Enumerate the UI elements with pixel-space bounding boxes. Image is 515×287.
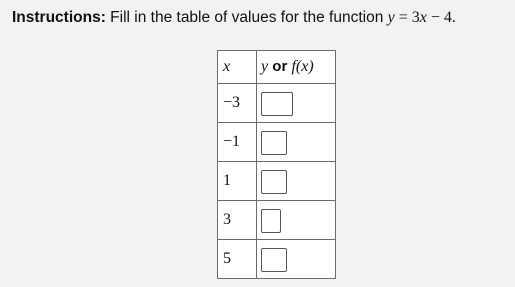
answer-input-row-5[interactable] — [261, 248, 287, 272]
function-equation — [388, 9, 456, 26]
table-header-row — [218, 51, 336, 84]
answer-input-row-3[interactable] — [261, 170, 287, 194]
answer-input-row-4[interactable] — [261, 209, 281, 233]
y-cell — [257, 123, 336, 162]
table-of-values — [217, 50, 336, 279]
equation-tail: − 4. — [426, 9, 456, 26]
instructions-body: Fill in the table of values for the function — [105, 9, 388, 26]
y-cell — [257, 162, 336, 201]
instructions-text — [12, 8, 456, 28]
x-value: 5 — [218, 240, 257, 279]
table-row — [218, 162, 336, 201]
header-or: or — [268, 58, 292, 75]
y-cell — [257, 84, 336, 123]
y-cell — [257, 240, 336, 279]
table-row — [218, 240, 336, 279]
x-value: 1 — [218, 162, 257, 201]
header-y-var: y — [261, 58, 269, 75]
header-x: x — [218, 51, 257, 84]
equation-rhs: = 3 — [394, 9, 420, 26]
instructions-label: Instructions: — [12, 9, 106, 26]
x-value: 3 — [218, 201, 257, 240]
table-row — [218, 201, 336, 240]
answer-input-row-2[interactable] — [261, 131, 287, 155]
x-value: −1 — [218, 123, 257, 162]
y-cell — [257, 201, 336, 240]
header-y — [257, 51, 336, 84]
equation-y: y — [387, 9, 395, 26]
table-row — [218, 123, 336, 162]
x-value: −3 — [218, 84, 257, 123]
answer-input-row-1[interactable] — [261, 92, 293, 116]
table-row — [218, 84, 336, 123]
header-fx: f(x) — [291, 58, 314, 75]
equation-x: x — [419, 9, 427, 26]
